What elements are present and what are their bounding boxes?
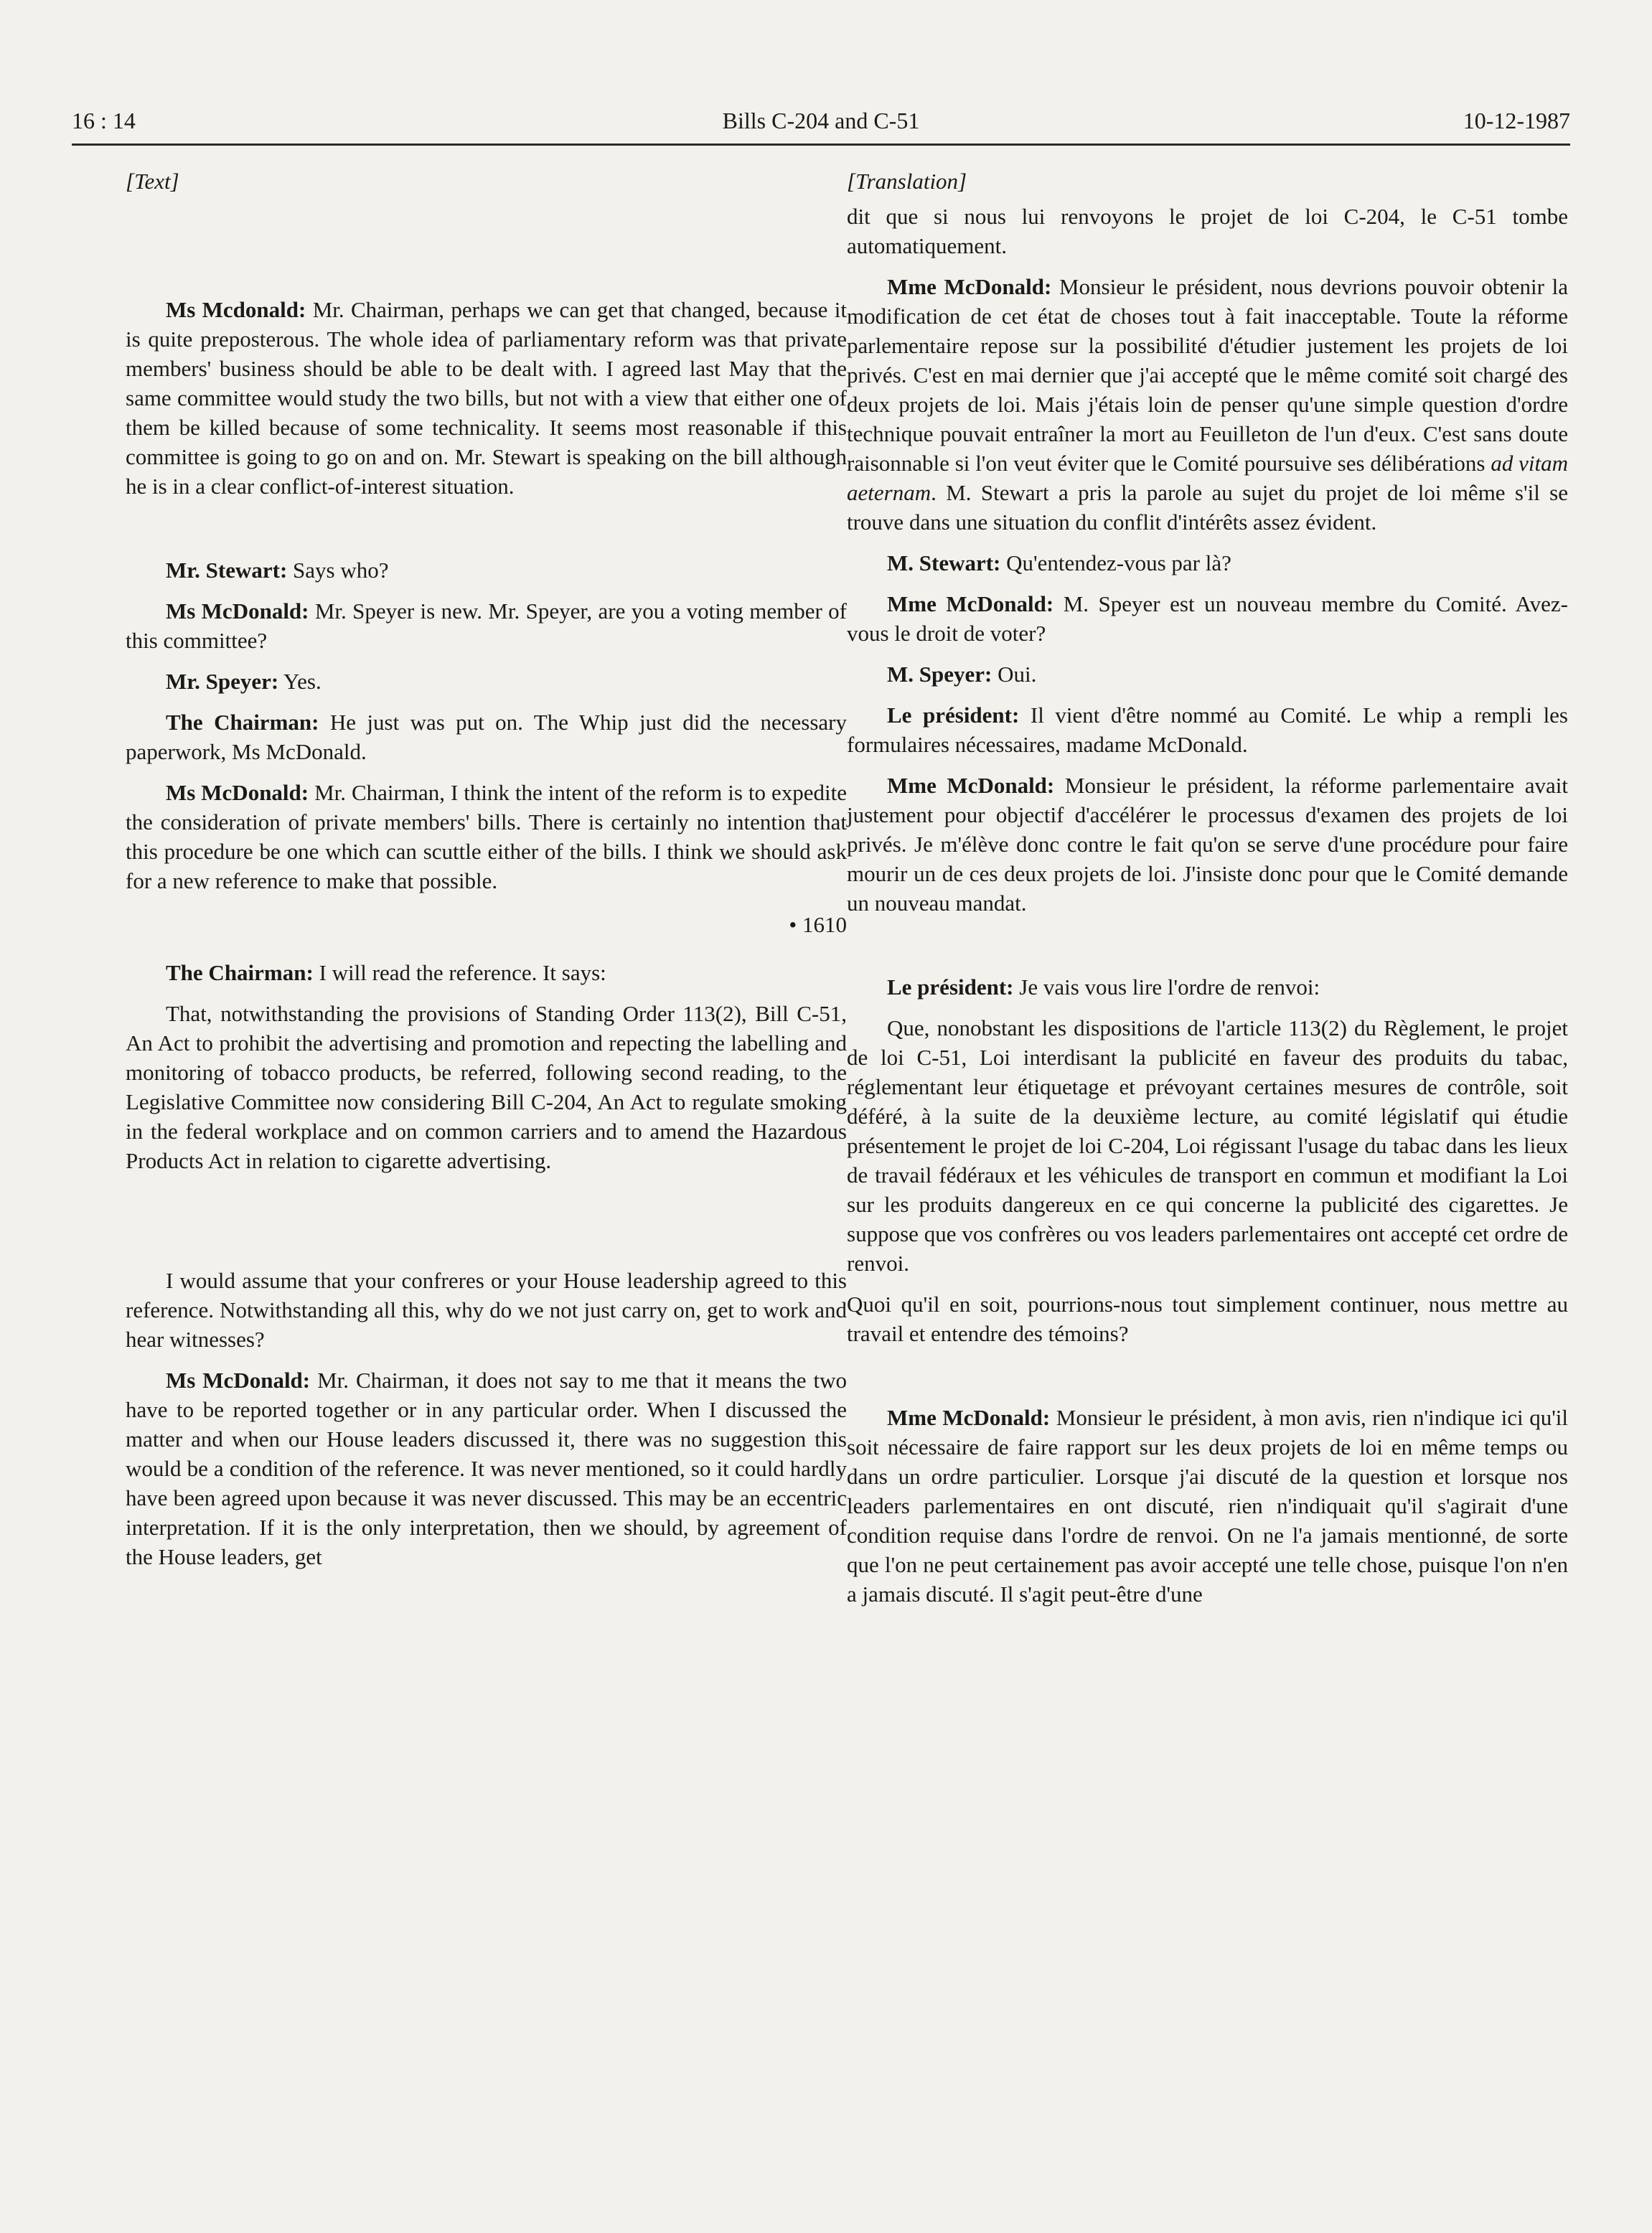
speech-text: Says who? <box>287 558 389 583</box>
speech-paragraph <box>847 1403 1568 1609</box>
speaker-name: The Chairman: <box>166 710 319 735</box>
speech-paragraph <box>126 596 847 655</box>
speech-paragraph: dit que si nous lui renvoyons le projet de loi C-204, le C-51 tombe automatiquement. <box>847 204 1568 258</box>
speaker-name: Mme McDonald: <box>887 591 1054 616</box>
speech-text: Il vient d'être nommé au Comité. Le whip a rempli les formulaires nécessaires, madame McDonald. <box>847 702 1568 757</box>
speech-paragraph <box>126 667 847 696</box>
speaker-name: M. Speyer: <box>887 662 992 687</box>
column-label: [Translation] <box>847 169 967 194</box>
speech-text: Mr. Chairman, I think the intent of the reform is to expedite the consideration of private members' bills. There is certainly no intention that this procedure be one which can scuttle either of the bills. I think we should ask for a new reference to make that possible. <box>126 780 847 893</box>
speech-text: I will read the reference. It says: <box>313 960 606 985</box>
column-label: [Text] <box>126 169 179 194</box>
speech-paragraph <box>126 958 847 987</box>
speaker-name: Mr. Speyer: <box>166 669 279 694</box>
speaker-name: Ms McDonald: <box>166 1368 311 1393</box>
speech-text: He just was put on. The Whip just did the necessary paperwork, Ms McDonald. <box>126 710 847 764</box>
speech-paragraph <box>847 700 1568 759</box>
speech-text: M. Speyer est un nouveau membre du Comité. Avez-vous le droit de voter? <box>847 591 1568 646</box>
reference-quote: Que, nonobstant les dispositions de l'article 113(2) du Règlement, le projet de loi C-51, Loi interdisant la publicité en faveur des produits du tabac, réglementant leur étiquetage et prévoyant certaines mesures de contrôle, soit déféré, à la suite de la deuxième lecture, au comité législatif qui étudie présentement le projet de loi C-204, Loi régissant l'usage du tabac dans les lieux de travail fédéraux et les véhicules de transport en commun et modifiant la Loi sur les produits dangereux en ce qui concerne la publicité des cigarettes. Je suppose que vos confrères ou vos leaders parlementaires ont accepté cet ordre de renvoi. <box>847 1015 1568 1276</box>
speech-text: Oui. <box>992 662 1037 687</box>
speaker-name: Mr. Stewart: <box>166 558 288 583</box>
header-rule <box>72 144 1570 146</box>
english-column <box>126 166 847 1583</box>
french-column <box>847 166 1568 1620</box>
time-marker: • 1610 <box>789 912 847 937</box>
speech-paragraph <box>126 707 847 766</box>
speaker-name: Ms Mcdonald: <box>166 297 306 322</box>
speech-text: Mr. Chairman, it does not say to me that it means the two have to be reported together or in any particular order. When I discussed the matter and when our House leaders discussed it, there was no suggestion this would be a condition of the reference. It was never mentioned, so it could hardly have been agreed upon because it was never discussed. This may be an eccentric interpretation. If it is the only interpretation, then we should, by agreement of the House leaders, get <box>126 1368 847 1569</box>
speech-text: Mr. Chairman, perhaps we can get that changed, because it is quite preposterous. The whole idea of parliamentary reform was that private members' business should be able to be dealt with. I agreed last May that the same committee would study the two bills, but not with a view that either one of them be killed because of some technicality. It seems most reasonable if this committee is going to go on and on. Mr. Stewart is speaking on the bill although he is in a clear conflict-of-interest situation. <box>126 297 848 499</box>
reference-quote: That, notwithstanding the provisions of Standing Order 113(2), Bill C-51, An Act to prohibit the advertising and promotion and repecting the labelling and monitoring of tobacco products, be referred, following second reading, to the Legislative Committee now considering Bill C-204, An Act to regulate smoking in the federal workplace and on common carriers and to amend the Hazardous Products Act in relation to cigarette advertising. <box>126 1001 847 1173</box>
speech-text: Monsieur le président, nous devrions pouvoir obtenir la modification de cet état de choses tout à fait inacceptable. Toute la réforme parlementaire repose sur la possibilité d'étudier justement les projets de loi privés. C'est en mai dernier que j'ai accepté que le même comité soit chargé des deux projets de loi. Mais j'étais loin de penser qu'une simple question d'ordre technique pouvait entraîner la mort au Feuilleton de l'un d'eux. C'est sans doute raisonnable si l'on veut éviter que le Comité poursuive ses délibérations <box>847 274 1568 476</box>
speaker-name: The Chairman: <box>166 960 314 985</box>
speech-text: Monsieur le président, à mon avis, rien n'indique ici qu'il soit nécessaire de faire rapport sur les deux projets de loi en même temps ou dans un ordre particulier. Lorsque j'ai discuté de la question et lorsque nos leaders parlementaires en ont discuté, rien n'indiquait qu'il s'agirait d'une condition requise dans l'ordre de renvoi. On ne l'a jamais mentionné, de sorte que l'on ne peut certainement pas avoir accepté une telle chose, puisque l'on n'en a jamais discuté. Il s'agit peut-être d'une <box>847 1405 1568 1607</box>
speech-paragraph: Quoi qu'il en soit, pourrions-nous tout simplement continuer, nous mettre au travail et entendre des témoins? <box>847 1292 1568 1346</box>
speaker-name: Ms McDonald: <box>166 780 309 805</box>
speech-paragraph <box>126 1365 847 1571</box>
speaker-name: Le président: <box>887 974 1014 1000</box>
running-header <box>72 108 1570 142</box>
speech-text: Mr. Speyer is new. Mr. Speyer, are you a voting member of this committee? <box>126 598 847 653</box>
speech-paragraph <box>847 659 1568 689</box>
speech-paragraph <box>126 295 847 501</box>
speaker-name: Mme McDonald: <box>887 1405 1051 1430</box>
speech-text: Monsieur le président, la réforme parlementaire avait justement pour objectif d'accélérer le processus d'examen des projets de loi privés. Je m'élève donc contre le fait qu'on se serve d'une procédure pour faire mourir un de ces deux projets de loi. J'insiste donc pour que le Comité demande un nouveau mandat. <box>847 773 1568 916</box>
speaker-name: Le président: <box>887 702 1020 728</box>
header-date: 10-12-1987 <box>1463 108 1570 133</box>
speech-paragraph <box>126 555 847 585</box>
speech-text: Je vais vous lire l'ordre de renvoi: <box>1013 974 1320 1000</box>
speech-paragraph <box>847 272 1568 537</box>
speech-paragraph <box>847 548 1568 578</box>
speech-text: . M. Stewart a pris la parole au sujet du projet de loi même s'il se trouve dans une situation du conflit d'intérêts assez évident. <box>847 480 1568 535</box>
speech-paragraph <box>126 778 847 895</box>
speech-paragraph <box>847 589 1568 648</box>
speaker-name: Mme McDonald: <box>887 274 1052 299</box>
speaker-name: Mme McDonald: <box>887 773 1055 798</box>
latin-phrase: ad vitam aeternam <box>847 451 1568 505</box>
page-number: 16 : 14 <box>72 108 136 133</box>
speaker-name: M. Stewart: <box>887 550 1001 575</box>
speaker-name: Ms McDonald: <box>166 598 309 624</box>
speech-paragraph <box>847 972 1568 1002</box>
speech-paragraph: I would assume that your confreres or your House leadership agreed to this reference. Notwithstanding all this, why do we not just carry on, get to work and hear witnesses? <box>126 1268 847 1352</box>
speech-text: Qu'entendez-vous par là? <box>1000 550 1231 575</box>
speech-paragraph <box>847 771 1568 918</box>
speech-text: Yes. <box>278 669 322 694</box>
header-title: Bills C-204 and C-51 <box>722 108 920 133</box>
